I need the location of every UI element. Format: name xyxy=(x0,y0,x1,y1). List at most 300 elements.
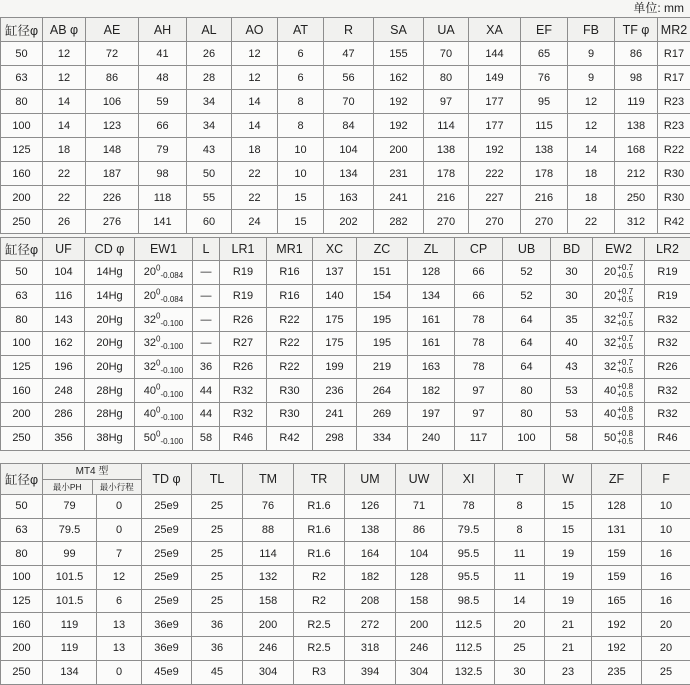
mt4-min-stroke: 最小行程 xyxy=(93,480,142,494)
table2-cell: 44 xyxy=(193,403,220,427)
table2-cell: 50 xyxy=(1,261,43,285)
table3-cell: R1.6 xyxy=(294,542,345,566)
table1-cell: 14 xyxy=(232,114,278,138)
ew2-lower: +0.5 xyxy=(617,367,633,375)
table1-cell: 178 xyxy=(521,162,568,186)
table3-cell: 104 xyxy=(396,542,443,566)
table1-cell: R23 xyxy=(658,90,690,114)
ew2-upper: +0.8 xyxy=(617,383,633,391)
table2-cell: 140 xyxy=(313,284,357,308)
table3-cell: 304 xyxy=(396,660,443,684)
table2-cell: 20Hg xyxy=(85,332,135,356)
table3-cell: 86 xyxy=(396,518,443,542)
table-row xyxy=(1,403,690,427)
table2-cell: 134 xyxy=(408,284,455,308)
table1-cell: 14 xyxy=(232,90,278,114)
table3-cell: 246 xyxy=(396,637,443,661)
table-row xyxy=(1,495,690,519)
table3-cell: R2 xyxy=(294,589,345,613)
table3-cell: 25 xyxy=(495,637,545,661)
ew2-tolerance-cell xyxy=(593,426,645,450)
table2-cell: 100 xyxy=(1,332,43,356)
ew1-tolerance-cell xyxy=(135,284,193,308)
table2-cell: 161 xyxy=(408,308,455,332)
table1-cell: 86 xyxy=(86,66,139,90)
table1-cell: 270 xyxy=(424,210,469,234)
table3-cell: 200 xyxy=(396,613,443,637)
table2-cell: 14Hg xyxy=(85,261,135,285)
ew2-lower: +0.5 xyxy=(617,296,633,304)
table3-cell: 160 xyxy=(1,613,43,637)
table1-cell: 18 xyxy=(568,186,615,210)
table2-cell: 63 xyxy=(1,284,43,308)
table-row xyxy=(1,66,690,90)
table3-cell: 36e9 xyxy=(142,613,192,637)
table-row xyxy=(1,261,690,285)
table2-cell: 182 xyxy=(408,379,455,403)
table1-cell: 9 xyxy=(568,66,615,90)
table3-cell: 98.5 xyxy=(443,589,495,613)
table3-cell: R2 xyxy=(294,566,345,590)
table2-cell: R22 xyxy=(267,332,313,356)
table3-cell: 114 xyxy=(243,542,294,566)
table1-cell: 192 xyxy=(374,90,424,114)
table1-cell: 192 xyxy=(374,114,424,138)
table-row xyxy=(1,566,690,590)
ew2-tolerance xyxy=(604,312,633,328)
table2-cell: R19 xyxy=(645,284,690,308)
table3-cell: 25 xyxy=(192,589,243,613)
table3-cell: 36e9 xyxy=(142,637,192,661)
table3-cell: 8 xyxy=(495,518,545,542)
ew2-lower: +0.5 xyxy=(617,320,633,328)
table2-cell: R32 xyxy=(645,379,690,403)
ew1-base: 32 xyxy=(144,361,156,373)
table-row xyxy=(1,660,690,684)
mt4-min-ph: 最小PH xyxy=(43,480,93,494)
ew2-base: 40 xyxy=(604,385,616,397)
ew2-base: 40 xyxy=(604,408,616,420)
table3-cell: 21 xyxy=(545,613,592,637)
table1-cell: 80 xyxy=(1,90,43,114)
ew2-tolerance xyxy=(604,335,633,351)
table1-cell: 50 xyxy=(187,162,232,186)
ew1-lower: -0.100 xyxy=(161,437,184,446)
table2-cell: 40 xyxy=(551,332,593,356)
table1-cell: 14 xyxy=(43,114,86,138)
table3-header-cell: TM xyxy=(243,464,294,495)
table2-cell: 38Hg xyxy=(85,426,135,450)
table3-header-cell: UM xyxy=(345,464,396,495)
table-row xyxy=(1,210,690,234)
ew1-base: 20 xyxy=(144,266,156,278)
table2-cell: 52 xyxy=(503,261,551,285)
unit-label: 单位: mm xyxy=(633,0,684,16)
ew2-tolerance xyxy=(604,264,633,280)
table3-cell: 50 xyxy=(1,495,43,519)
table1-cell: 12 xyxy=(568,90,615,114)
table1-cell: 312 xyxy=(615,210,658,234)
table3-cell: 25e9 xyxy=(142,589,192,613)
dimension-table-1 xyxy=(0,17,690,234)
table1-cell: 22 xyxy=(232,162,278,186)
ew1-upper: 0 xyxy=(156,406,160,415)
table3-cell: 0 xyxy=(97,660,142,684)
table1-cell: 119 xyxy=(615,90,658,114)
table1-cell: 66 xyxy=(139,114,187,138)
table2-cell: 30 xyxy=(551,284,593,308)
table2-cell: 104 xyxy=(43,261,85,285)
table1-header-cell: EF xyxy=(521,18,568,42)
table3-cell: 182 xyxy=(345,566,396,590)
table1-cell: 216 xyxy=(424,186,469,210)
table2-cell: 240 xyxy=(408,426,455,450)
ew2-base: 20 xyxy=(604,266,616,278)
table1-cell: 98 xyxy=(139,162,187,186)
ew1-tolerance-cell xyxy=(135,332,193,356)
table2-cell: 80 xyxy=(1,308,43,332)
table2-cell: 197 xyxy=(408,403,455,427)
ew2-upper: +0.7 xyxy=(617,312,633,320)
table2-cell: R32 xyxy=(220,403,267,427)
table1-cell: 47 xyxy=(324,42,374,66)
table3-cell: 235 xyxy=(592,660,642,684)
table3-cell: 25e9 xyxy=(142,518,192,542)
ew2-upper: +0.8 xyxy=(617,430,633,438)
table3-cell: 25 xyxy=(192,518,243,542)
table1-cell: 212 xyxy=(615,162,658,186)
table1-cell: 202 xyxy=(324,210,374,234)
table3-cell: R3 xyxy=(294,660,345,684)
table2-cell: 80 xyxy=(503,379,551,403)
table1-cell: 65 xyxy=(521,42,568,66)
table1-cell: 22 xyxy=(232,186,278,210)
table1-cell: 270 xyxy=(521,210,568,234)
table3-cell: 272 xyxy=(345,613,396,637)
table2-cell: R26 xyxy=(220,308,267,332)
table2-cell: 78 xyxy=(455,308,503,332)
table3-cell: 23 xyxy=(545,660,592,684)
table2-cell: 52 xyxy=(503,284,551,308)
table3-cell: 8 xyxy=(495,495,545,519)
table2-header-cell: 缸径φ xyxy=(1,238,43,261)
table3-cell: 16 xyxy=(642,589,690,613)
ew1-lower: -0.084 xyxy=(161,272,184,281)
table2-cell: — xyxy=(193,261,220,285)
ew1-tolerance-cell xyxy=(135,403,193,427)
ew2-tolerance-cell xyxy=(593,261,645,285)
table2-cell: R26 xyxy=(645,355,690,379)
table2-cell: 196 xyxy=(43,355,85,379)
table2-header-cell: CP xyxy=(455,238,503,261)
table3-cell: 119 xyxy=(43,613,97,637)
table1-cell: 8 xyxy=(278,114,324,138)
table2-cell: R46 xyxy=(645,426,690,450)
table2-cell: R30 xyxy=(267,403,313,427)
table2-cell: — xyxy=(193,332,220,356)
table1-cell: 22 xyxy=(568,210,615,234)
table2-cell: 356 xyxy=(43,426,85,450)
table3-cell: R1.6 xyxy=(294,495,345,519)
table3-cell: 36 xyxy=(192,613,243,637)
ew1-lower: -0.100 xyxy=(161,343,184,352)
table3-cell: 304 xyxy=(243,660,294,684)
table2-header-row xyxy=(1,238,690,261)
table3-cell: 79.5 xyxy=(443,518,495,542)
table3-cell: 0 xyxy=(97,518,142,542)
table1-cell: 163 xyxy=(324,186,374,210)
table1-header-cell: XA xyxy=(469,18,521,42)
table2-cell: R32 xyxy=(645,403,690,427)
table2-cell: 143 xyxy=(43,308,85,332)
table3-cell: 131 xyxy=(592,518,642,542)
table3-cell: 192 xyxy=(592,637,642,661)
table1-cell: 231 xyxy=(374,162,424,186)
table1-header-cell: AT xyxy=(278,18,324,42)
table-row xyxy=(1,379,690,403)
table2-cell: R32 xyxy=(645,332,690,356)
table1-cell: 114 xyxy=(424,114,469,138)
table1-cell: 26 xyxy=(43,210,86,234)
table2-cell: — xyxy=(193,284,220,308)
table1-cell: 6 xyxy=(278,66,324,90)
table1-cell: 9 xyxy=(568,42,615,66)
table1-cell: 222 xyxy=(469,162,521,186)
table1-cell: 72 xyxy=(86,42,139,66)
ew2-tolerance-stack xyxy=(617,430,633,446)
table3-cell: 76 xyxy=(243,495,294,519)
table2-header-cell: EW1 xyxy=(135,238,193,261)
table3-cell: 19 xyxy=(545,566,592,590)
table2-cell: 117 xyxy=(455,426,503,450)
ew2-tolerance-stack xyxy=(617,383,633,399)
ew2-base: 50 xyxy=(604,432,616,444)
table-row xyxy=(1,186,690,210)
ew2-tolerance xyxy=(604,359,633,375)
table1-header-cell: R xyxy=(324,18,374,42)
ew1-upper: 0 xyxy=(156,382,160,391)
table2-header-cell: L xyxy=(193,238,220,261)
ew2-lower: +0.5 xyxy=(617,438,633,446)
table-row xyxy=(1,42,690,66)
table1-cell: 22 xyxy=(43,186,86,210)
table2-cell: 100 xyxy=(503,426,551,450)
table3-cell: 30 xyxy=(495,660,545,684)
table2-cell: R30 xyxy=(267,379,313,403)
table2-cell: 163 xyxy=(408,355,455,379)
table2-cell: 64 xyxy=(503,355,551,379)
table3-cell: 159 xyxy=(592,566,642,590)
table2-cell: 236 xyxy=(313,379,357,403)
table2-cell: 200 xyxy=(1,403,43,427)
table2-cell: 286 xyxy=(43,403,85,427)
table1-cell: R22 xyxy=(658,138,690,162)
table1-cell: 160 xyxy=(1,162,43,186)
ew2-base: 32 xyxy=(604,361,616,373)
ew2-upper: +0.7 xyxy=(617,335,633,343)
table2-cell: 334 xyxy=(357,426,408,450)
table2-cell: 64 xyxy=(503,332,551,356)
table1-cell: R42 xyxy=(658,210,690,234)
table2-cell: 44 xyxy=(193,379,220,403)
table3-cell: 14 xyxy=(495,589,545,613)
table2-cell: R32 xyxy=(220,379,267,403)
table2-cell: 195 xyxy=(357,308,408,332)
mt4-header-cell xyxy=(43,464,142,495)
table2-cell: 125 xyxy=(1,355,43,379)
table3-cell: 158 xyxy=(243,589,294,613)
table3-cell: 112.5 xyxy=(443,613,495,637)
ew2-tolerance-stack xyxy=(617,312,633,328)
dimension-table-3 xyxy=(0,463,690,685)
table2-cell: 80 xyxy=(503,403,551,427)
table1-cell: 250 xyxy=(1,210,43,234)
ew2-tolerance-stack xyxy=(617,406,633,422)
table1-cell: 270 xyxy=(469,210,521,234)
table3-header-cell: T xyxy=(495,464,545,495)
table2-cell: R32 xyxy=(645,308,690,332)
table1-header-cell: AO xyxy=(232,18,278,42)
table2-cell: 151 xyxy=(357,261,408,285)
table1-cell: 100 xyxy=(1,114,43,138)
table3-cell: 134 xyxy=(43,660,97,684)
table3-cell: 95.5 xyxy=(443,566,495,590)
table2-cell: 241 xyxy=(313,403,357,427)
table1-header-cell: MR2 xyxy=(658,18,690,42)
table2-cell: R27 xyxy=(220,332,267,356)
table2-cell: R16 xyxy=(267,261,313,285)
table3-cell: 25 xyxy=(642,660,690,684)
table1-cell: 125 xyxy=(1,138,43,162)
ew1-tolerance-cell xyxy=(135,355,193,379)
ew2-lower: +0.5 xyxy=(617,391,633,399)
ew2-tolerance-stack xyxy=(617,359,633,375)
ew2-tolerance xyxy=(604,383,633,399)
table1-cell: 80 xyxy=(424,66,469,90)
table2-cell: R46 xyxy=(220,426,267,450)
table2-header-cell: EW2 xyxy=(593,238,645,261)
table1-cell: 24 xyxy=(232,210,278,234)
table1-cell: 276 xyxy=(86,210,139,234)
table2-cell: 64 xyxy=(503,308,551,332)
table2-cell: 160 xyxy=(1,379,43,403)
table2-cell: R26 xyxy=(220,355,267,379)
ew1-upper: 0 xyxy=(156,335,160,344)
table1-cell: 18 xyxy=(43,138,86,162)
table2-cell: R16 xyxy=(267,284,313,308)
table3-cell: 13 xyxy=(97,637,142,661)
table3-cell: 12 xyxy=(97,566,142,590)
table3-cell: 63 xyxy=(1,518,43,542)
ew2-base: 32 xyxy=(604,337,616,349)
table2-cell: — xyxy=(193,308,220,332)
dimension-table-2 xyxy=(0,237,690,451)
ew1-tolerance-cell xyxy=(135,379,193,403)
ew1-upper: 0 xyxy=(156,430,160,439)
ew2-tolerance xyxy=(604,406,633,422)
table3-cell: 15 xyxy=(545,495,592,519)
table3-cell: 164 xyxy=(345,542,396,566)
mt4-title: MT4 型 xyxy=(43,465,141,480)
ew1-base: 40 xyxy=(144,385,156,397)
table3-cell: R2.5 xyxy=(294,613,345,637)
ew1-lower: -0.100 xyxy=(161,390,184,399)
table2-header-cell: UB xyxy=(503,238,551,261)
table1-cell: 134 xyxy=(324,162,374,186)
table3-cell: 200 xyxy=(1,637,43,661)
table1-cell: 162 xyxy=(374,66,424,90)
table3-cell: 95.5 xyxy=(443,542,495,566)
table3-cell: 25e9 xyxy=(142,566,192,590)
table2-header-cell: LR1 xyxy=(220,238,267,261)
table1-cell: 60 xyxy=(187,210,232,234)
ew1-tolerance-cell xyxy=(135,261,193,285)
table1-cell: 56 xyxy=(324,66,374,90)
table3-cell: 250 xyxy=(1,660,43,684)
table2-cell: 97 xyxy=(455,403,503,427)
ew2-upper: +0.7 xyxy=(617,359,633,367)
table2-cell: 14Hg xyxy=(85,284,135,308)
table-row xyxy=(1,518,690,542)
table1-cell: 34 xyxy=(187,114,232,138)
table2-cell: 58 xyxy=(193,426,220,450)
table1-cell: 70 xyxy=(424,42,469,66)
table2-cell: 35 xyxy=(551,308,593,332)
ew2-base: 20 xyxy=(604,290,616,302)
table3-cell: 0 xyxy=(97,495,142,519)
table1-cell: 12 xyxy=(43,42,86,66)
ew2-upper: +0.8 xyxy=(617,406,633,414)
ew2-lower: +0.5 xyxy=(617,343,633,351)
ew2-lower: +0.5 xyxy=(617,414,633,422)
table3-cell: 79 xyxy=(43,495,97,519)
ew1-base: 32 xyxy=(144,337,156,349)
table3-cell: 101.5 xyxy=(43,589,97,613)
table3-cell: 99 xyxy=(43,542,97,566)
table3-header-cell: W xyxy=(545,464,592,495)
ew2-tolerance-stack xyxy=(617,264,633,280)
table2-header-cell: XC xyxy=(313,238,357,261)
table3-cell: 165 xyxy=(592,589,642,613)
table1-cell: 138 xyxy=(615,114,658,138)
table1-header-cell: AL xyxy=(187,18,232,42)
table1-cell: R23 xyxy=(658,114,690,138)
table1-cell: 76 xyxy=(521,66,568,90)
ew1-lower: -0.100 xyxy=(161,366,184,375)
table2-cell: 30 xyxy=(551,261,593,285)
table1-header-cell: SA xyxy=(374,18,424,42)
table3-cell: 128 xyxy=(592,495,642,519)
table3-header-cell: ZF xyxy=(592,464,642,495)
ew2-tolerance-cell xyxy=(593,284,645,308)
table1-cell: 241 xyxy=(374,186,424,210)
table1-cell: 12 xyxy=(568,114,615,138)
table1-cell: 18 xyxy=(568,162,615,186)
table2-cell: 128 xyxy=(408,261,455,285)
table1-cell: R30 xyxy=(658,162,690,186)
table1-cell: 43 xyxy=(187,138,232,162)
table1-header-cell: AB φ xyxy=(43,18,86,42)
table-row xyxy=(1,332,690,356)
table-row xyxy=(1,90,690,114)
table3-header-cell: UW xyxy=(396,464,443,495)
table3-cell: 192 xyxy=(592,613,642,637)
table1-cell: 15 xyxy=(278,186,324,210)
table3-cell: 200 xyxy=(243,613,294,637)
table1-cell: 148 xyxy=(86,138,139,162)
table1-cell: 227 xyxy=(469,186,521,210)
table1-cell: 149 xyxy=(469,66,521,90)
